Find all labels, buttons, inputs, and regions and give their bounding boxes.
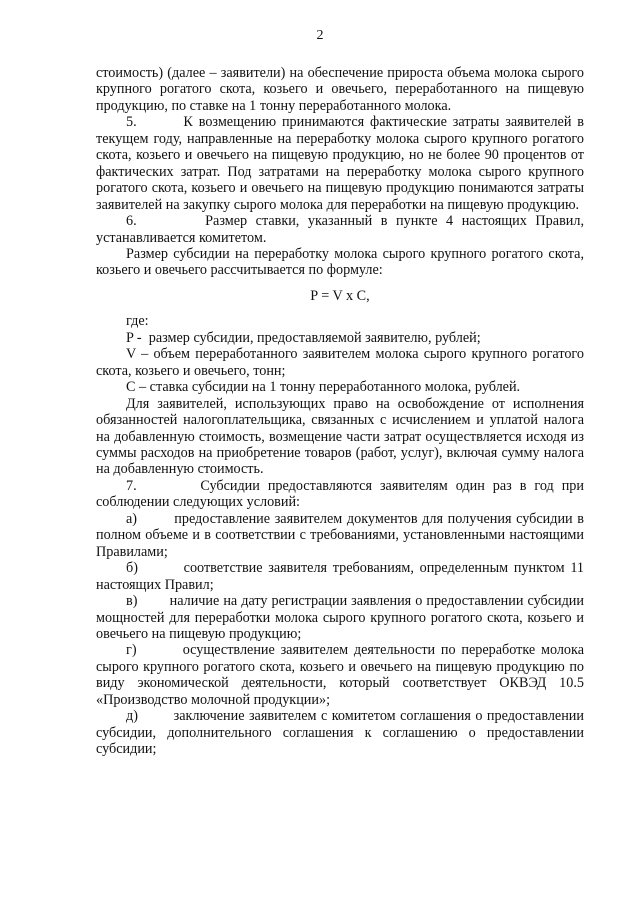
paragraph-item-5: 5. К возмещению принимаются фактические затраты заявителей в текущем году, направленные на переработку молока сырого крупного рогатого скота, козьего и овечьего на пищевую продукцию, но не более 90 процентов от фактических затрат. Под затратами на переработку молока сырого крупного рогатого скота, козьего и овечьего на пищевую продукцию понимаются затраты заявителей на закупку сырого молока для переработки на пищевую продукцию.	[96, 114, 584, 213]
page-number: 2	[316, 28, 324, 43]
paragraph-vat-exemption: Для заявителей, использующих право на освобождение от исполнения обязанностей налогоплательщика, связанных с исчислением и уплатой налога на добавленную стоимость, возмещение части затрат осуществляется исходя из суммы расходов на приобретение товаров (работ, услуг), включая сумму налога на добавленную стоимость.	[96, 395, 584, 478]
paragraph-where: где:	[126, 313, 149, 330]
paragraph-item-7: 7. Субсидии предоставляются заявителям один раз в год при соблюдении следующих условий:	[96, 477, 584, 511]
definition-p: P - размер субсидии, предоставляемой заявителю, рублей;	[126, 329, 481, 346]
document-body	[96, 65, 584, 758]
condition-g: г) осуществление заявителем деятельности по переработке молока сырого крупного рогатого скота, козьего и овечьего на пищевую продукцию по виду экономической деятельности, который соответствует ОКВЭД 10.5 «Производство молочной продукции»;	[96, 642, 584, 708]
definition-v: V – объем переработанного заявителем молока сырого крупного рогатого скота, козьего и овечьего, тонн;	[96, 346, 584, 379]
paragraph-item-6: 6. Размер ставки, указанный в пункте 4 настоящих Правил, устанавливается комитетом.	[96, 213, 584, 246]
condition-d: д) заключение заявителем с комитетом соглашения о предоставлении субсидии, дополнительного соглашения к соглашению о предоставлении субсидии;	[96, 708, 584, 758]
condition-v: в) наличие на дату регистрации заявления о предоставлении субсидии мощностей для переработки молока сырого крупного рогатого скота, козьего и овечьего на пищевую продукцию;	[96, 593, 584, 642]
condition-b: б) соответствие заявителя требованиям, определенным пунктом 11 настоящих Правил;	[96, 560, 584, 593]
definition-c: C – ставка субсидии на 1 тонну переработанного молока, рублей.	[126, 379, 521, 396]
paragraph-continuation: стоимость) (далее – заявители) на обеспечение прироста объема молока сырого крупного рогатого скота, козьего и овечьего, переработанного на пищевую продукцию, по ставке на 1 тонну переработанного молока.	[96, 65, 584, 114]
condition-a: а) предоставление заявителем документов для получения субсидии в полном объеме и в соответствии с требованиями, установленными настоящими Правилами;	[96, 510, 584, 560]
paragraph-subsidy-size: Размер субсидии на переработку молока сырого крупного рогатого скота, козьего и овечьего рассчитывается по формуле:	[96, 245, 584, 279]
formula: P = V x C,	[310, 287, 370, 304]
